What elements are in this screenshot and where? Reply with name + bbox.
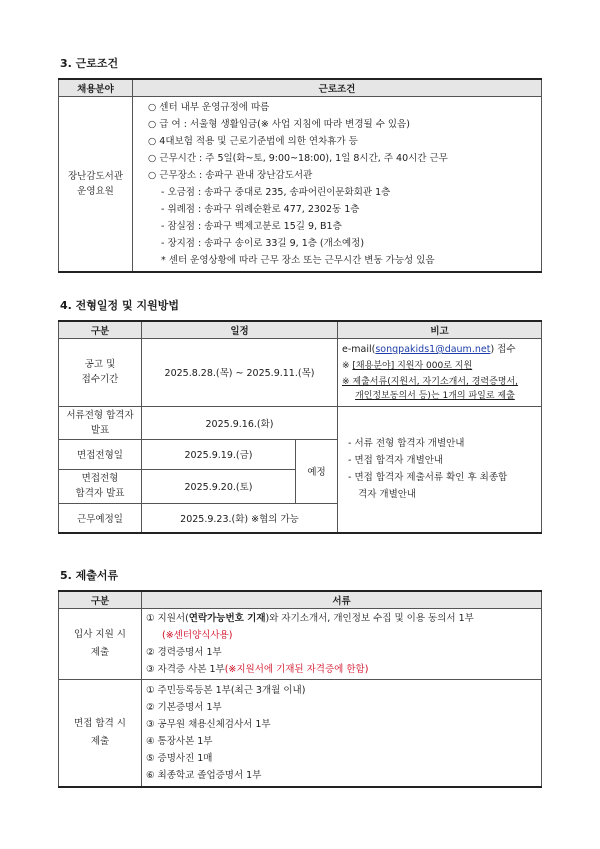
location-item: - 잠실점 : 송파구 백제고분로 15길 9, B1층 <box>161 220 342 232</box>
remark-item: - 면접 합격자 개별안내 <box>348 455 444 467</box>
documents-cell <box>142 679 542 787</box>
row-label <box>59 338 142 406</box>
document-item: ② 경력증명서 1부 <box>146 646 222 658</box>
row-label-line: 합격자 발표 <box>75 488 125 499</box>
row-date: 2025.9.23.(화) ※협의 가능 <box>142 503 338 533</box>
document-text: )와 자기소개서, 개인정보 수집 및 이용 동의서 1부 <box>265 612 474 624</box>
location-item: - 위례점 : 송파구 위례순환로 477, 2302동 1층 <box>161 203 360 215</box>
row-label <box>59 406 142 439</box>
row-label-line: 접수기간 <box>81 374 119 385</box>
conditions-cell <box>133 96 542 272</box>
document-emphasis: 연락가능번호 기재 <box>188 612 266 624</box>
remark-item: 격자 개별안내 <box>358 489 417 501</box>
group-label-line: 제출 <box>90 646 110 658</box>
tentative-cell: 예정 <box>296 439 338 503</box>
location-item: - 오금점 : 송파구 중대로 235, 송파어린이문화회관 1층 <box>161 186 391 198</box>
document-text: ③ 자격증 사본 1부 <box>146 663 225 675</box>
document-item <box>146 610 537 627</box>
field-line: 운영요원 <box>77 185 114 197</box>
document-item: ③ 공무원 채용신체검사서 1부 <box>146 718 271 730</box>
document-item: ② 기본증명서 1부 <box>146 701 222 713</box>
section-4-heading: 4. 전형일정 및 지원방법 <box>60 299 179 312</box>
note-1 <box>342 358 537 375</box>
document-note: (※센터양식사용) <box>162 629 233 641</box>
group-label <box>59 679 142 787</box>
section-5-heading: 5. 제출서류 <box>60 569 119 582</box>
row-label-line: 면접전형 <box>81 473 119 484</box>
row-label <box>59 503 142 533</box>
remark-item: - 면접 합격자 제출서류 확인 후 최종합 <box>348 472 508 484</box>
schedule-table <box>58 320 542 534</box>
group-label <box>59 608 142 679</box>
condition-item: ○ 센터 내부 운영규정에 따름 <box>148 101 270 113</box>
condition-note: * 센터 운영상황에 따라 근무 장소 또는 근무시간 변동 가능성 있음 <box>161 254 435 266</box>
row-label <box>59 439 142 469</box>
email-link[interactable]: songpakids1@daum.net <box>375 344 491 355</box>
document-text: ① 지원서( <box>146 612 189 624</box>
note-1-mark: ※ <box>342 361 353 371</box>
document-item <box>146 661 537 678</box>
row-date: 2025.9.20.(토) <box>142 469 296 503</box>
application-method-cell <box>338 338 542 406</box>
col-header-documents: 서류 <box>142 591 542 608</box>
row-date: 2025.9.16.(화) <box>142 406 338 439</box>
col-header-schedule: 일정 <box>142 321 338 338</box>
note-2-line: 개인정보동의서 등)는 1개의 파일로 제출 <box>355 391 515 401</box>
documents-cell <box>142 608 542 679</box>
row-label-line: 공고 및 <box>84 359 116 370</box>
col-header-category: 구분 <box>59 591 142 608</box>
condition-item: ○ 근무시간 : 주 5일(화~토, 9:00~18:00), 1일 8시간, 주 40시간 근무 <box>148 152 448 164</box>
email-prefix: e-mail( <box>342 344 376 355</box>
document-item: ① 주민등록등본 1부(최근 3개월 이내) <box>146 684 306 696</box>
col-header-category: 구분 <box>59 321 142 338</box>
condition-item: ○ 급 여 : 서울형 생활임금(※ 사업 지침에 따라 변경될 수 있음) <box>148 118 410 130</box>
email-suffix: ) 접수 <box>490 344 516 355</box>
location-item: - 장지점 : 송파구 송이로 33길 9, 1층 (개소예정) <box>161 237 365 249</box>
row-label-line: 면접전형일 <box>77 450 123 461</box>
row-label-line: 근무예정일 <box>77 513 123 525</box>
condition-item: ○ 4대보험 적용 및 근로기준법에 의한 연차휴가 등 <box>148 135 358 147</box>
note-2-line: ※ 제출서류(지원서, 자기소개서, 경력증명서, <box>342 377 519 387</box>
group-label-line: 입사 지원 시 <box>74 628 126 640</box>
group-label-line: 제출 <box>90 735 110 747</box>
group-label-line: 면접 합격 시 <box>74 717 126 729</box>
col-header-remarks: 비고 <box>338 321 542 338</box>
row-date: 2025.9.19.(금) <box>142 439 296 469</box>
document-item: ④ 통장사본 1부 <box>146 735 213 747</box>
work-conditions-table <box>58 78 542 273</box>
row-label <box>59 469 142 503</box>
col-header-conditions: 근로조건 <box>133 79 542 96</box>
row-label-line: 발표 <box>90 424 110 436</box>
row-label-line: 서류전형 합격자 <box>66 409 134 421</box>
document-item: ⑥ 최종학교 졸업증명서 1부 <box>146 769 262 781</box>
field-cell <box>59 96 133 272</box>
col-header-field: 채용분야 <box>59 79 133 96</box>
field-line: 장난감도서관 <box>67 170 124 182</box>
note-1-text: [채용분야] 지원자 000로 지원 <box>352 361 473 371</box>
condition-item: ○ 근무장소 : 송파구 관내 장난감도서관 <box>148 169 313 181</box>
row-date: 2025.8.28.(목) ~ 2025.9.11.(목) <box>142 338 338 406</box>
email-line <box>342 341 537 358</box>
documents-table <box>58 590 542 788</box>
section-3-heading: 3. 근로조건 <box>60 57 119 70</box>
remark-item: - 서류 전형 합격자 개별안내 <box>348 438 465 450</box>
remarks-cell <box>338 406 542 533</box>
document-item: ⑤ 증명사진 1매 <box>146 752 213 764</box>
document-note: (※지원서에 기재된 자격증에 한함) <box>224 663 369 675</box>
